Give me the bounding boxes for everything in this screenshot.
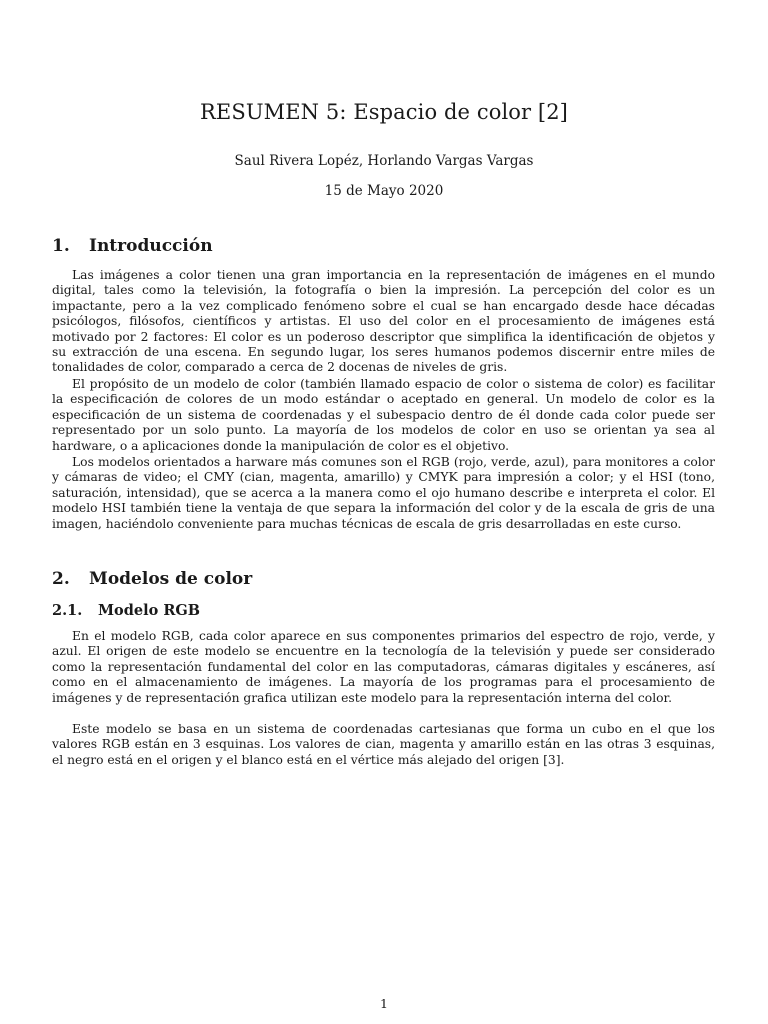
section-number: 1. xyxy=(52,236,70,256)
section-heading-introduccion xyxy=(52,236,213,256)
document-date: 15 de Mayo 2020 xyxy=(324,183,444,199)
document-authors: Saul Rivera Lopéz, Horlando Vargas Vargas xyxy=(234,153,534,169)
document-title: RESUMEN 5: Espacio de color [2] xyxy=(200,100,568,124)
paragraph-rgb-1: En el modelo RGB, cada color aparece en sus componentes primarios del espectro de rojo, verde, y azul. El origen de este modelo se encuentre en la tecnología de la televisión y puede ser considerado como la representación fundamental del color en las computadoras, cámaras digitales y escáneres, así como en el almacenamiento de imágenes. La mayoría de los programas para el procesamiento de imágenes y de representación grafica utilizan este modelo para la representación interna del color. xyxy=(52,629,715,705)
subsection-heading-modelo-rgb xyxy=(52,602,200,619)
section-title: Introducción xyxy=(89,236,213,256)
paragraph-rgb-2: Este modelo se basa en un sistema de coordenadas cartesianas que forma un cubo en el que los valores RGB están en 3 esquinas. Los valores de cian, magenta y amarillo están en las otras 3 esquinas, el negro está en el origen y el blanco está en el vértice más alejado del origen [3]. xyxy=(52,722,715,767)
section-number: 2. xyxy=(52,569,70,589)
paragraph-intro-3: Los modelos orientados a harware más comunes son el RGB (rojo, verde, azul), para monitores a color y cámaras de video; el CMY (cian, magenta, amarillo) y CMYK para impresión a color; y el HSI (tono, saturación, intensidad), que se acerca a la manera como el ojo humano describe e interpreta el color. El modelo HSI también tiene la ventaja de que separa la información del color y de la escala de gris de una imagen, haciéndolo conveniente para muchas técnicas de escala de gris desarrolladas en este curso. xyxy=(52,455,715,531)
paragraph-intro-2: El propósito de un modelo de color (también llamado espacio de color o sistema de color) es facilitar la especificación de colores de un modo estándar o aceptado en general. Un modelo de color es la especificación de un sistema de coordenadas y el subespacio dentro de él donde cada color puede ser representado por un solo punto. La mayoría de los modelos de color en uso se orientan ya sea al hardware, o a aplicaciones donde la manipulación de color es el objetivo. xyxy=(52,377,715,453)
section-title: Modelos de color xyxy=(89,569,253,589)
subsection-title: Modelo RGB xyxy=(98,602,201,619)
section-heading-modelos-de-color xyxy=(52,569,252,589)
subsection-number: 2.1. xyxy=(52,602,83,619)
paragraph-intro-1: Las imágenes a color tienen una gran importancia en la representación de imágenes en el mundo digital, tales como la televisión, la fotografía o bien la impresión. La percepción del color es un impactante, pero a la vez complicado fenómeno sobre el cual se han encargado desde hace décadas psicólogos, filósofos, científicos y artistas. El uso del color en el procesamiento de imágenes está motivado por 2 factores: El color es un poderoso descriptor que simplifica la identificación de objetos y su extracción de una escena. En segundo lugar, los seres humanos podemos discernir entre miles de tonalidades de color, comparado a cerca de 2 docenas de niveles de gris. xyxy=(52,268,715,375)
page-number: 1 xyxy=(380,996,388,1011)
